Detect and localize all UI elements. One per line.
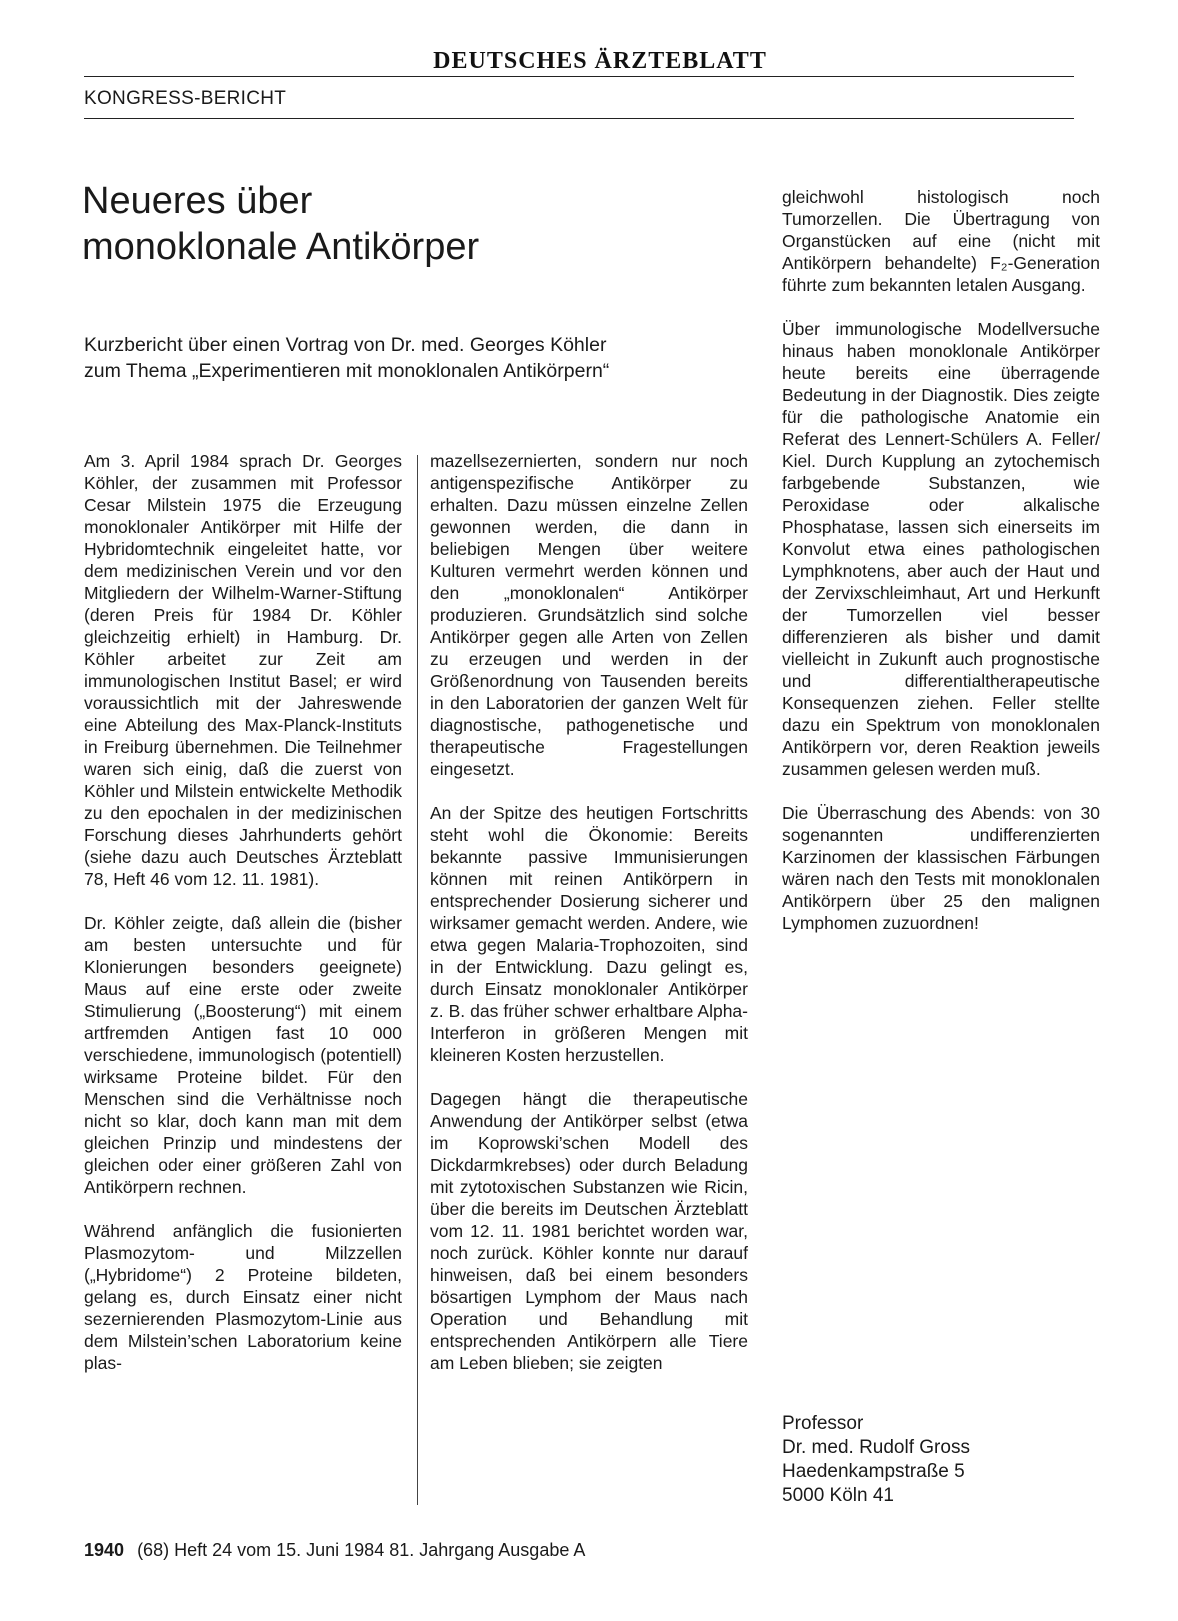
author-address	[782, 1412, 1082, 1508]
article-subtitle-line: Kurzbericht über einen Vortrag von Dr. med. Georges Köhler	[84, 334, 607, 356]
article-title	[82, 178, 722, 270]
text-column-2	[430, 450, 748, 1396]
page-footer	[84, 1540, 984, 1561]
paragraph: Dr. Köhler zeigte, daß allein die (bisher am besten untersuchte und für Klonierungen besonders geeignete) Maus auf eine erste oder zweite Stimulierung („Boosterung“) mit einem artfremden Antigen fast 10 000 verschiedene, immunologisch (potentiell) wirksame Proteine bildet. Für den Menschen sind die Verhältnisse noch nicht so klar, doch kann man mit dem gleichen Prinzip und mindestens der gleichen oder einer größeren Zahl von Antikörpern rechnen.	[84, 913, 402, 1197]
header-rule-top	[84, 76, 1074, 77]
column-divider	[417, 455, 418, 1505]
paragraph: mazellsezernierten, sondern nur noch antigenspezifische Antikörper zu erhalten. Dazu müssen einzelne Zellen gewonnen werden, die dann in beliebigen Mengen über weitere Kulturen vermehrt werden können und den „monoklonalen“ Antikörper produzieren. Grundsätzlich sind solche Antikörper gegen alle Arten von Zellen zu erzeugen und werden in der Größenordnung von Tausenden bereits in den Laboratorien der ganzen Welt für diagnostische, pathogenetische und therapeutische Fragestellungen eingesetzt.	[430, 451, 748, 779]
paragraph: An der Spitze des heutigen Fortschritts steht wohl die Ökonomie: Bereits bekannte passive Immunisierungen können mit reinen Antikörpern in entsprechender Dosierung sicherer und wirksamer gemacht werden. Andere, wie etwa gegen Malaria-Trophozoiten, sind in der Entwicklung. Dazu gelingt es, durch Einsatz monoklonaler Antikörper z. B. das früher schwer erhaltbare Alpha-Interferon in größeren Mengen mit kleineren Kosten herzustellen.	[430, 803, 748, 1065]
article-title-line: Neueres über	[82, 180, 313, 222]
article-subtitle	[84, 332, 724, 384]
page-number: 1940	[84, 1540, 125, 1560]
issue-info: (68) Heft 24 vom 15. Juni 1984 81. Jahrgang Ausgabe A	[137, 1540, 586, 1560]
article-title-line: monoklonale Antikörper	[82, 226, 480, 268]
text-column-3	[782, 186, 1100, 956]
article-subtitle-line: zum Thema „Experimentieren mit monoklonalen Antikörpern“	[84, 360, 610, 382]
paragraph: Am 3. April 1984 sprach Dr. Georges Köhler, der zusammen mit Professor Cesar Milstein 1975 die Erzeugung monoklonaler Antikörper mit Hilfe der Hybridomtechnik eingeleitet hatte, vor dem medizinischen Verein und vor den Mitgliedern der Wilhelm-Warner-Stiftung (deren Preis für 1984 Dr. Köhler gleichzeitig erhielt) in Hamburg. Dr. Köhler arbeitet zur Zeit am immunologischen Institut Basel; er wird voraussichtlich mit der Jahreswende eine Abteilung des Max-Planck-Instituts in Freiburg übernehmen. Die Teilnehmer waren sich einig, daß die zuerst von Köhler und Milstein entwickelte Methodik zu den epochalen in der medizinischen Forschung dieses Jahrhunderts gehört (siehe dazu auch Deutsches Ärzteblatt 78, Heft 46 vom 12. 11. 1981).	[84, 451, 402, 889]
paragraph: Dagegen hängt die therapeutische Anwendung der Antikörper selbst (etwa im Koprowski’schen Modell des Dickdarmkrebses) oder durch Beladung mit zytotoxischen Substanzen wie Ricin, über die bereits im Deutschen Ärzteblatt vom 12. 11. 1981 berichtet worden war, noch zurück. Köhler konnte nur darauf hinweisen, daß bei einem besonders bösartigen Lymphom der Maus nach Operation und Behandlung mit entsprechenden Antikörpern alle Tiere am Leben blieben; sie zeigten	[430, 1089, 748, 1373]
paragraph: Während anfänglich die fusionierten Plasmozytom- und Milzzellen („Hybridome“) 2 Proteine bildeten, gelang es, durch Einsatz einer nicht sezernierenden Plasmozytom-Linie aus dem Milstein’schen Laboratorium keine plas-	[84, 1221, 402, 1373]
paragraph: gleichwohl histologisch noch Tumorzellen. Die Übertragung von Organstücken auf eine (nicht mit Antikörpern behandelte) F₂-Generation führte zum bekannten letalen Ausgang.	[782, 187, 1100, 295]
text-column-1	[84, 450, 402, 1396]
paragraph: Über immunologische Modellversuche hinaus haben monoklonale Antikörper heute bereits eine überragende Bedeutung in der Diagnostik. Dies zeigte für die pathologische Anatomie ein Referat des Lennert-Schülers A. Feller/ Kiel. Durch Kupplung an zytochemisch farbgebende Substanzen, wie Peroxidase oder alkalische Phosphatase, lassen sich einerseits im Konvolut etwa eines pathologischen Lymphknotens, aber auch der Haut und der Zervixschleimhaut, Art und Herkunft der Tumorzellen viel besser differenzieren als bisher und damit vielleicht in Zukunft auch prognostische und differentialtherapeutische Konsequenzen ziehen. Feller stellte dazu ein Spektrum von monoklonalen Antikörpern vor, deren Reaktion jeweils zusammen gelesen werden muß.	[782, 319, 1100, 779]
paragraph: Die Überraschung des Abends: von 30 sogenannten undifferenzierten Karzinomen der klassischen Färbungen wären nach den Tests mit monoklonalen Antikörpern über 25 den malignen Lymphomen zuzuordnen!	[782, 803, 1100, 933]
address-line: Dr. med. Rudolf Gross	[782, 1437, 970, 1458]
journal-masthead: DEUTSCHES ÄRZTEBLATT	[433, 48, 767, 74]
address-line: Professor	[782, 1413, 864, 1434]
section-label: KONGRESS-BERICHT	[84, 88, 287, 109]
header-rule-bottom	[84, 118, 1074, 119]
address-line: 5000 Köln 41	[782, 1485, 894, 1506]
address-line: Haedenkampstraße 5	[782, 1461, 965, 1482]
